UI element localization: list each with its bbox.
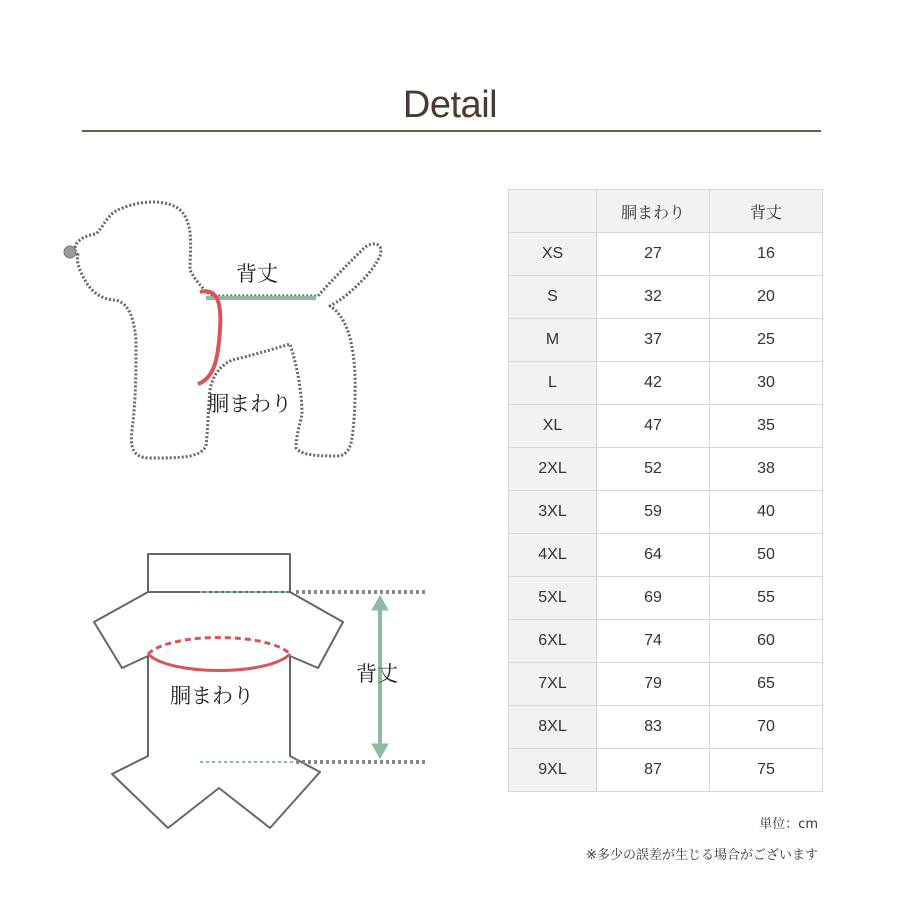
size-cell: 6XL (509, 620, 597, 663)
girth-cell: 47 (597, 405, 710, 448)
garment-back-length-label: 背丈 (356, 662, 398, 686)
table-row (509, 706, 823, 749)
size-table-body (509, 233, 823, 792)
back-length-cell: 20 (710, 276, 823, 319)
size-cell: S (509, 276, 597, 319)
back-length-cell: 60 (710, 620, 823, 663)
table-row (509, 749, 823, 792)
back-length-cell: 16 (710, 233, 823, 276)
girth-cell: 74 (597, 620, 710, 663)
size-cell: 8XL (509, 706, 597, 749)
table-row (509, 276, 823, 319)
garment-girth-label: 胴まわり (170, 684, 254, 708)
unit-note: 単位：cm (759, 817, 818, 832)
girth-cell: 42 (597, 362, 710, 405)
garment-collar (148, 554, 290, 592)
back-length-cell: 30 (710, 362, 823, 405)
table-header-back-length: 背丈 (710, 190, 823, 233)
dog-girth-label: 胴まわり (208, 392, 292, 416)
table-row (509, 491, 823, 534)
size-cell: 3XL (509, 491, 597, 534)
table-row (509, 405, 823, 448)
garment-body (94, 592, 343, 828)
size-table (508, 189, 823, 792)
back-length-cell: 25 (710, 319, 823, 362)
page-title: Detail (402, 84, 498, 126)
size-cell: 5XL (509, 577, 597, 620)
table-row (509, 534, 823, 577)
girth-cell: 59 (597, 491, 710, 534)
table-row (509, 663, 823, 706)
table-row (509, 362, 823, 405)
table-row (509, 448, 823, 491)
girth-cell: 37 (597, 319, 710, 362)
girth-cell: 64 (597, 534, 710, 577)
girth-cell: 32 (597, 276, 710, 319)
back-length-cell: 75 (710, 749, 823, 792)
girth-cell: 83 (597, 706, 710, 749)
size-cell: XL (509, 405, 597, 448)
back-length-cell: 35 (710, 405, 823, 448)
size-cell: 4XL (509, 534, 597, 577)
dog-back-length-label: 背丈 (236, 262, 278, 286)
back-length-cell: 55 (710, 577, 823, 620)
back-length-cell: 50 (710, 534, 823, 577)
back-length-cell: 38 (710, 448, 823, 491)
table-header-girth: 胴まわり (597, 190, 710, 233)
table-header-size (509, 190, 597, 233)
back-length-cell: 70 (710, 706, 823, 749)
size-cell: 7XL (509, 663, 597, 706)
size-cell: 2XL (509, 448, 597, 491)
girth-cell: 27 (597, 233, 710, 276)
girth-cell: 52 (597, 448, 710, 491)
size-cell: 9XL (509, 749, 597, 792)
size-cell: M (509, 319, 597, 362)
size-cell: XS (509, 233, 597, 276)
girth-cell: 79 (597, 663, 710, 706)
girth-cell: 69 (597, 577, 710, 620)
table-row (509, 233, 823, 276)
table-header-row (509, 190, 823, 233)
size-cell: L (509, 362, 597, 405)
back-length-cell: 40 (710, 491, 823, 534)
girth-cell: 87 (597, 749, 710, 792)
table-row (509, 577, 823, 620)
back-length-cell: 65 (710, 663, 823, 706)
table-row (509, 620, 823, 663)
disclaimer-note: ※多少の誤差が生じる場合がございます (586, 848, 818, 863)
table-row (509, 319, 823, 362)
